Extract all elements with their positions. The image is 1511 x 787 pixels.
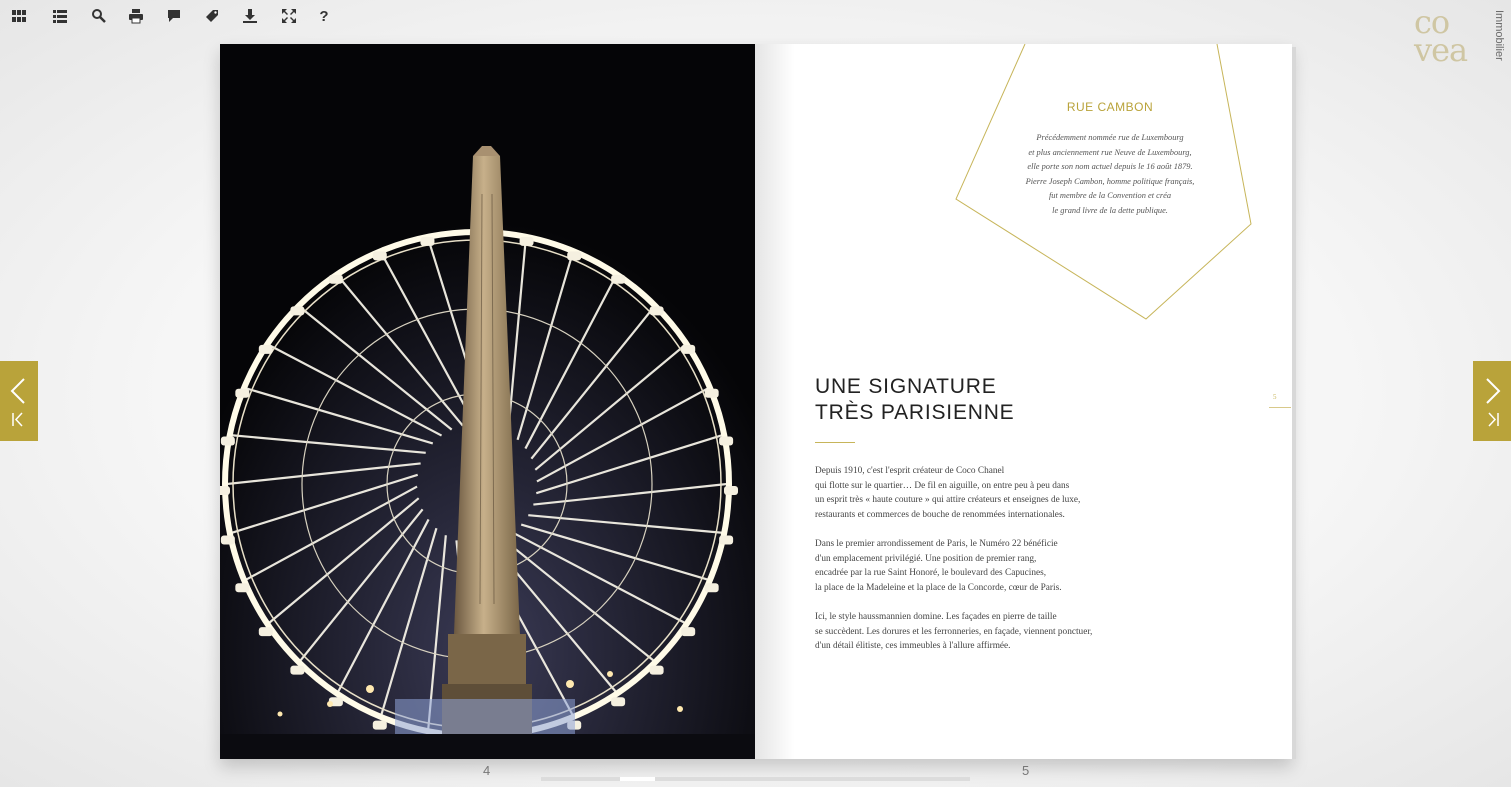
search-button[interactable]	[88, 6, 110, 26]
next-page-button[interactable]	[1473, 361, 1511, 441]
download-button[interactable]	[239, 6, 261, 26]
logo-subtitle: Immobilier	[1493, 10, 1505, 61]
wheel-gondola	[719, 536, 733, 545]
search-icon	[91, 8, 107, 24]
download-icon	[242, 8, 258, 24]
wheel-gondola	[220, 486, 230, 495]
wheel-gondola	[567, 251, 581, 260]
comment-button[interactable]	[163, 6, 185, 26]
logo-mark: co vea	[1414, 3, 1468, 69]
paragraph-3: Ici, le style haussmannien domine. Les façades en pierre de taille se succèdent. Les dorures et les ferronneries, en façade, viennent ponctuer, d'un détail élitiste, ces immeubles à l'allure affirmée.	[815, 612, 1093, 652]
print-icon	[128, 8, 144, 24]
wheel-gondola	[259, 627, 273, 636]
list-icon	[52, 8, 68, 24]
wheel-gondola	[611, 275, 625, 284]
page-heading: UNE SIGNATURE TRÈS PARISIENNE	[815, 375, 1015, 424]
ferris-wheel-photo	[220, 44, 755, 759]
wheel-gondola	[650, 306, 664, 315]
wheel-gondola	[329, 275, 343, 284]
wheel-gondola	[221, 536, 235, 545]
paragraph-2: Dans le premier arrondissement de Paris, le Numéro 22 bénéficie d'un emplacement privilégié. Une position de premier rang, encadrée par la rue Saint Honoré, le boulevard des Capucines, la place de la Madeleine et la place de la Concorde, cœur de Paris.	[815, 539, 1062, 593]
page-folio: 5	[1273, 393, 1277, 401]
page-number-right: 5	[1022, 763, 1030, 778]
previous-page-button[interactable]	[0, 361, 38, 441]
comment-icon	[166, 8, 182, 24]
fullscreen-icon	[281, 8, 297, 24]
fullscreen-button[interactable]	[278, 6, 300, 26]
box-title: RUE CAMBON	[1066, 100, 1154, 114]
help-button[interactable]	[313, 6, 335, 26]
chevron-right-icon	[1473, 361, 1511, 441]
wheel-gondola	[611, 697, 625, 706]
page-edge	[1292, 47, 1296, 759]
wheel-gondola	[290, 306, 304, 315]
wheel-gondola	[650, 666, 664, 675]
wheel-gondola	[520, 237, 534, 246]
thumbnails-button[interactable]	[8, 6, 30, 26]
help-icon: ?	[319, 7, 329, 25]
wheel-gondola	[420, 237, 434, 246]
brand-logo	[1410, 3, 1505, 69]
wheel-gondola	[259, 345, 273, 354]
paragraph-1: Depuis 1910, c'est l'esprit créateur de Coco Chanel qui flotte sur le quartier… De fil en aiguille, on entre peu à peu dans un esprit très « haute couture » qui attire créateurs et enseignes de luxe, restaurants et commerces de bouche de renommées internationales.	[815, 466, 1081, 520]
page-left[interactable]	[220, 44, 755, 759]
heading-rule	[815, 442, 855, 443]
folio-rule	[1269, 407, 1291, 408]
page-right[interactable]	[755, 44, 1292, 759]
wheel-gondola	[719, 436, 733, 445]
wheel-gondola	[235, 389, 249, 398]
wheel-gondola	[290, 666, 304, 675]
wheel-gondola	[705, 389, 719, 398]
grid-icon	[11, 8, 27, 24]
wheel-gondola	[681, 345, 695, 354]
wheel-gondola	[681, 627, 695, 636]
page-number-left: 4	[483, 763, 491, 778]
share-button[interactable]	[201, 6, 223, 26]
print-button[interactable]	[125, 6, 147, 26]
wheel-gondola	[221, 436, 235, 445]
wheel-gondola	[373, 721, 387, 730]
wheel-gondola	[373, 251, 387, 260]
share-icon	[204, 8, 220, 24]
page-slider[interactable]	[541, 777, 970, 781]
page-slider-thumb[interactable]	[620, 777, 655, 781]
wheel-gondola	[235, 583, 249, 592]
box-text: Précédemment nommée rue de Luxembourg et plus anciennement rue Neuve de Luxembourg, elle porte son nom actuel depuis le 16 août 1879. Pierre Joseph Cambon, homme politique français, fut membre de la Convention et créa le grand livre de la dette publique.	[1025, 133, 1195, 215]
chevron-left-icon	[0, 361, 38, 441]
wheel-gondola	[724, 486, 738, 495]
wheel-gondola	[705, 583, 719, 592]
table-of-contents-button[interactable]	[49, 6, 71, 26]
book-spread	[220, 44, 1292, 759]
